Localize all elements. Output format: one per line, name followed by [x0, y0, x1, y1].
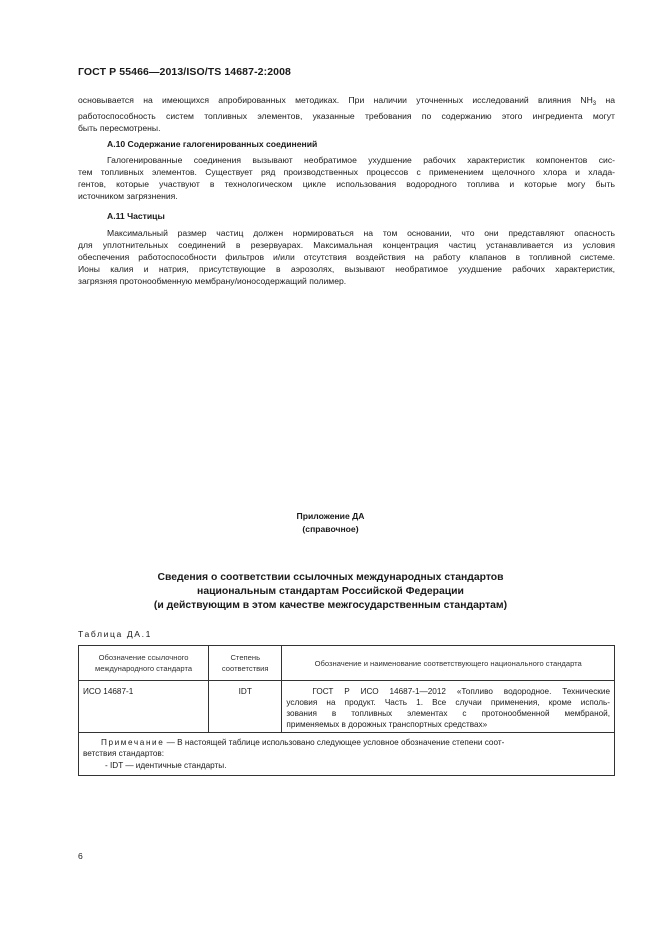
standard-code-header: ГОСТ Р 55466—2013/ISO/TS 14687-2:2008: [78, 66, 291, 78]
header-intl-standard: Обозначение ссылочного международного стандарта: [79, 646, 209, 681]
section-a11-paragraph: Максимальный размер частиц должен нормироваться на том основании, что они представляют опасность для уплотнительных соединений в резервуарах. Максимальная концентрация частиц устанавливается из условия обеспечения работоспособности фильтров и/или отсутствия воздействия на работу клапанов в топливной системе. Ионы калия и натрия, присутствующие в аэрозолях, вызывают необратимое ухудшение рабочих характеристик, загрязняя протонообменную мембрану/ионосодержащий полимер.: [78, 228, 615, 287]
cell-degree: IDT: [209, 681, 282, 733]
annex-main-title: Сведения о соответствии ссылочных международных стандартов национальным стандартам Российской Федерации (и действующим в этом качестве межгосударственным стандартам): [153, 572, 508, 612]
section-a11-heading: А.11 Частицы: [107, 211, 165, 221]
annex-heading: [0, 510, 661, 535]
cell-intl-standard: ИСО 14687-1: [79, 681, 209, 733]
table-note: Примечание — В настоящей таблице использовано следующее условное обозначение степени соот- ветствия стандартов: - IDT — идентичные стандарты.: [79, 733, 615, 776]
cell-national-standard: ГОСТ Р ИСО 14687-1—2012 «Топливо водородное. Технические условия на продукт. Часть 1. Все случаи применения, кроме исполь- зования в топливных элементах с протонообменной мембраной, применяемых в дорожных транспортных средствах»: [282, 681, 615, 733]
table-header-row: [79, 646, 615, 681]
page-number: 6: [78, 851, 83, 861]
annex-title: Приложение ДА: [296, 511, 365, 521]
annex-type: (справочное): [302, 523, 359, 534]
header-degree: Степень соответствия: [209, 646, 282, 681]
section-a10-heading: А.10 Содержание галогенированных соединений: [107, 139, 318, 149]
correspondence-table: [78, 645, 615, 776]
intro-paragraph: основывается на имеющихся апробированных методиках. При наличии уточненных исследований влияния $NH_3$ на работоспособность систем топливных элементов, указанные требования по содержанию этого ингредиента могут быть пересмотрены.: [78, 95, 615, 134]
table-caption: Таблица ДА.1: [78, 629, 153, 639]
table-row: [79, 681, 615, 733]
note-label: Примечание: [101, 738, 165, 747]
table-note-row: [79, 733, 615, 776]
header-national-standard: Обозначение и наименование соответствующего национального стандарта: [282, 646, 615, 681]
section-a10-paragraph: Галогенированные соединения вызывают необратимое ухудшение рабочих характеристик компонентов сис- тем топливных элементов. Существует ряд производственных процессов с применением щелочного хлора и хлада- гентов, которые участвуют в технологическом цикле использования водородного топлива и которые могу быть источником загрязнения.: [78, 155, 615, 202]
